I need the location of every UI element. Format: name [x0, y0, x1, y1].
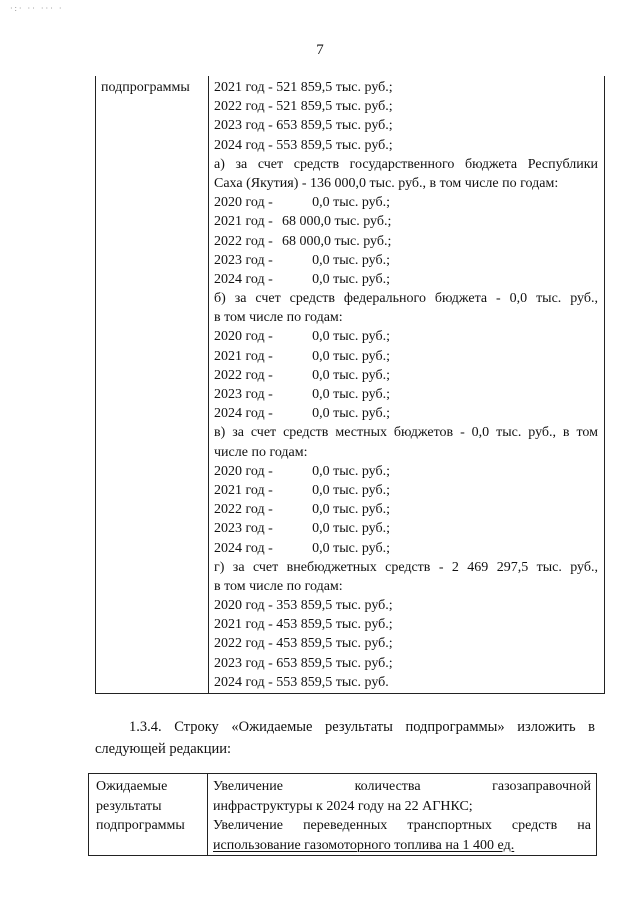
funding-line: 2022 год - 521 859,5 тыс. руб.; — [214, 99, 393, 115]
state-budget-heading: а) за счет средств государственного бюджета Республики — [214, 156, 598, 172]
year-label: 2024 год - — [214, 540, 273, 556]
row-label-line: результаты — [96, 798, 162, 814]
year-amount: 0,0 тыс. руб.; — [312, 348, 390, 364]
result-line: использование газомоторного топлива на 1 400 ед. — [213, 837, 515, 853]
year-amount: 0,0 тыс. руб.; — [312, 367, 390, 383]
offbudget-heading: в том числе по годам: — [214, 578, 343, 594]
year-label: 2020 год - — [214, 329, 273, 345]
year-amount: 0,0 тыс. руб.; — [312, 521, 390, 537]
year-amount: 0,0 тыс. руб.; — [312, 482, 390, 498]
year-amount: 0,0 тыс. руб.; — [312, 252, 390, 268]
row-label — [96, 777, 185, 836]
amendment-paragraph — [95, 716, 595, 760]
row-label-line: Ожидаемые — [96, 779, 168, 794]
year-label: 2021 год - — [214, 348, 273, 364]
paragraph-line: следующей редакции: — [95, 741, 232, 757]
offbudget-line: 2022 год - 453 859,5 тыс. руб.; — [214, 636, 393, 652]
offbudget-line: 2023 год - 653 859,5 тыс. руб.; — [214, 655, 393, 671]
year-amount: 0,0 тыс. руб.; — [312, 406, 390, 422]
funding-table — [95, 76, 605, 694]
offbudget-heading: г) за счет внебюджетных средств - 2 469 297,5 тыс. руб., — [214, 559, 598, 575]
year-label: 2022 год - — [214, 233, 273, 249]
year-label: 2023 год - — [214, 387, 273, 402]
year-row — [214, 232, 598, 251]
year-label: 2021 год - — [214, 482, 273, 498]
expected-results-text — [213, 777, 591, 855]
year-row — [214, 462, 598, 481]
year-amount: 0,0 тыс. руб.; — [312, 387, 390, 402]
funding-line: 2021 год - 521 859,5 тыс. руб.; — [214, 80, 393, 95]
year-row — [214, 519, 598, 538]
year-row — [214, 366, 598, 385]
year-label: 2023 год - — [214, 252, 273, 268]
year-row — [214, 327, 598, 346]
result-line: инфраструктуры к 2024 году на 22 АГНКС; — [213, 798, 473, 814]
funding-line: 2023 год - 653 859,5 тыс. руб.; — [214, 118, 393, 134]
funding-line: 2024 год - 553 859,5 тыс. руб.; — [214, 137, 393, 153]
result-line: Увеличение переведенных транспортных средств на — [213, 818, 591, 833]
year-row — [214, 539, 598, 558]
year-row — [214, 193, 598, 212]
year-row — [214, 212, 598, 231]
year-label: 2022 год - — [214, 502, 273, 518]
year-amount: 0,0 тыс. руб.; — [312, 540, 390, 556]
table-column-divider — [207, 774, 208, 855]
year-row — [214, 385, 598, 404]
offbudget-line: 2021 год - 453 859,5 тыс. руб.; — [214, 617, 393, 633]
scan-marks: ·:· ·· ··· · — [10, 4, 64, 13]
year-label: 2024 год - — [214, 271, 273, 287]
year-amount: 0,0 тыс. руб.; — [312, 271, 390, 287]
offbudget-line: 2024 год - 553 859,5 тыс. руб. — [214, 674, 389, 690]
year-row — [214, 404, 598, 423]
year-label: 2022 год - — [214, 367, 273, 383]
local-budget-heading: числе по годам: — [214, 444, 308, 460]
funding-details — [214, 78, 598, 692]
federal-budget-heading: в том числе по годам: — [214, 310, 343, 326]
paragraph-line: 1.3.4. Строку «Ожидаемые результаты подпрограммы» изложить в — [129, 719, 595, 735]
year-label: 2020 год - — [214, 195, 273, 211]
year-amount: 68 000,0 тыс. руб.; — [282, 233, 392, 249]
federal-budget-heading: б) за счет средств федерального бюджета - 0,0 тыс. руб., — [214, 291, 598, 307]
local-budget-heading: в) за счет средств местных бюджетов - 0,0 тыс. руб., в том — [214, 425, 598, 441]
year-row — [214, 347, 598, 366]
result-line: Увеличение количества газозаправочной — [213, 779, 591, 794]
year-amount: 0,0 тыс. руб.; — [312, 329, 390, 345]
year-amount: 0,0 тыс. руб.; — [312, 463, 390, 479]
year-row — [214, 481, 598, 500]
row-label: подпрограммы — [101, 80, 190, 95]
row-label-line: подпрограммы — [96, 818, 185, 833]
year-label: 2024 год - — [214, 406, 273, 422]
year-label: 2023 год - — [214, 521, 273, 537]
offbudget-line: 2020 год - 353 859,5 тыс. руб.; — [214, 598, 393, 614]
year-row — [214, 270, 598, 289]
page-number: 7 — [316, 42, 324, 58]
year-amount: 68 000,0 тыс. руб.; — [282, 214, 392, 230]
year-amount: 0,0 тыс. руб.; — [312, 195, 390, 211]
state-budget-heading: Саха (Якутия) - 136 000,0 тыс. руб., в том числе по годам: — [214, 175, 559, 191]
year-label: 2020 год - — [214, 463, 273, 479]
year-row — [214, 500, 598, 519]
year-label: 2021 год - — [214, 214, 273, 230]
table-column-divider — [208, 76, 209, 693]
year-amount: 0,0 тыс. руб.; — [312, 502, 390, 518]
expected-results-table — [88, 773, 597, 856]
year-row — [214, 251, 598, 270]
